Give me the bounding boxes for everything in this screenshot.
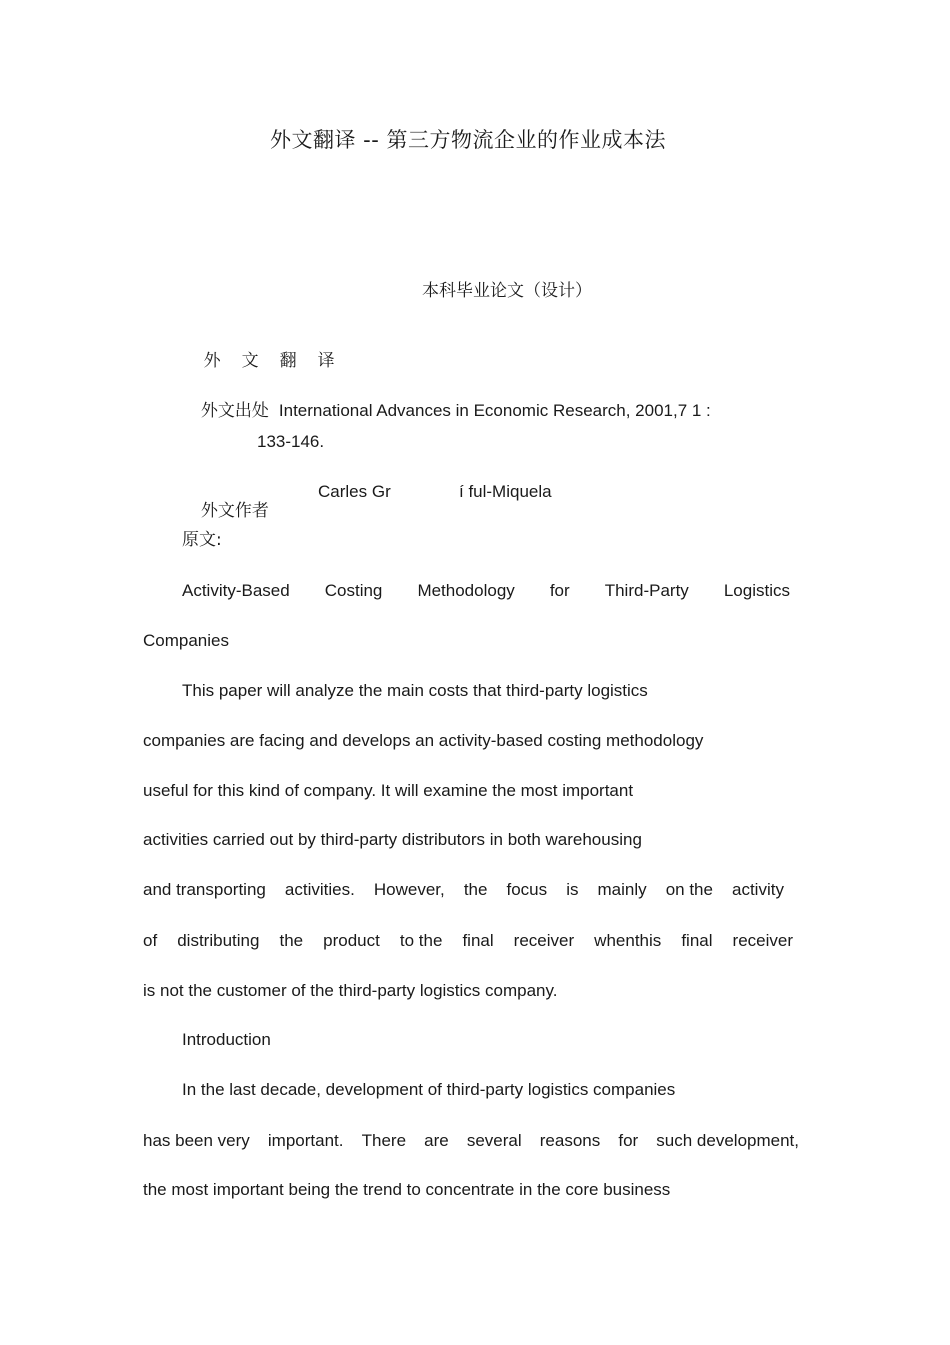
abstract-word: final — [681, 931, 713, 950]
abstract-word: product — [323, 931, 380, 950]
section-label-char: 外 — [203, 351, 221, 371]
abstract-line: companies are facing and develops an activity-based costing methodology — [143, 731, 704, 750]
paper-title-line2: Companies — [143, 631, 229, 650]
abstract-word: activities. — [284, 880, 355, 899]
abstract-word: final — [462, 931, 494, 950]
section-label-char: 文 — [241, 351, 259, 371]
intro-line: In the last decade, development of third-party logistics companies — [182, 1080, 676, 1099]
abstract-word: the — [279, 931, 304, 950]
section-label-char: 翻 — [279, 351, 297, 371]
author-label: 外文作者 — [200, 501, 269, 521]
intro-word: for — [618, 1131, 639, 1150]
author-name-part2: í ful-Miquela — [459, 482, 552, 501]
intro-heading: Introduction — [182, 1030, 271, 1049]
intro-word: such development, — [656, 1131, 799, 1150]
abstract-word: to the — [399, 931, 443, 950]
intro-word: reasons — [539, 1131, 601, 1150]
abstract-word: activity — [732, 880, 784, 899]
paper-title-word: Methodology — [417, 581, 515, 600]
intro-word: several — [466, 1131, 522, 1150]
intro-line: the most important being the trend to concentrate in the core business — [143, 1180, 671, 1199]
abstract-word: the — [463, 880, 488, 899]
abstract-word: receiver — [513, 931, 575, 950]
abstract-word: focus — [506, 880, 548, 899]
abstract-line: activities carried out by third-party distributors in both warehousing — [143, 830, 642, 849]
abstract-word: and transporting — [143, 880, 266, 899]
original-label: 原文: — [182, 530, 222, 550]
abstract-line — [143, 931, 793, 951]
abstract-word: However, — [373, 880, 445, 899]
abstract-word: mainly — [597, 880, 647, 899]
source-label: 外文出处 — [200, 401, 269, 421]
document-title: 外文翻译 -- 第三方物流企业的作业成本法 — [270, 128, 667, 152]
source-text: International Advances in Economic Research, 2001,7 1 : — [278, 401, 711, 420]
abstract-word: is — [566, 880, 579, 899]
intro-word: has been very — [143, 1131, 250, 1150]
section-label-char: 译 — [317, 351, 335, 371]
intro-word: There — [361, 1131, 407, 1150]
abstract-word: on the — [665, 880, 713, 899]
abstract-word: receiver — [732, 931, 793, 950]
abstract-line: useful for this kind of company. It will examine the most important — [143, 781, 634, 800]
paper-title-word: Activity-Based — [182, 581, 290, 600]
abstract-word: distributing — [177, 931, 260, 950]
abstract-line: is not the customer of the third-party logistics company. — [143, 981, 558, 1000]
intro-word: are — [424, 1131, 449, 1150]
intro-line — [143, 1131, 799, 1151]
intro-word: important. — [267, 1131, 344, 1150]
paper-title-line1 — [182, 581, 790, 601]
abstract-word: of — [143, 931, 158, 950]
abstract-word: whenthis — [594, 931, 662, 950]
author-name-part1: Carles Gr — [318, 482, 391, 501]
document-subtitle: 本科毕业论文（设计） — [422, 281, 592, 301]
paper-title-word: for — [549, 581, 570, 600]
abstract-line: This paper will analyze the main costs that third-party logistics — [182, 681, 648, 700]
source-pages: 133-146. — [257, 432, 325, 451]
paper-title-word: Third-Party — [604, 581, 689, 600]
paper-title-word: Costing — [324, 581, 383, 600]
abstract-line — [143, 880, 784, 900]
paper-title-word: Logistics — [723, 581, 790, 600]
